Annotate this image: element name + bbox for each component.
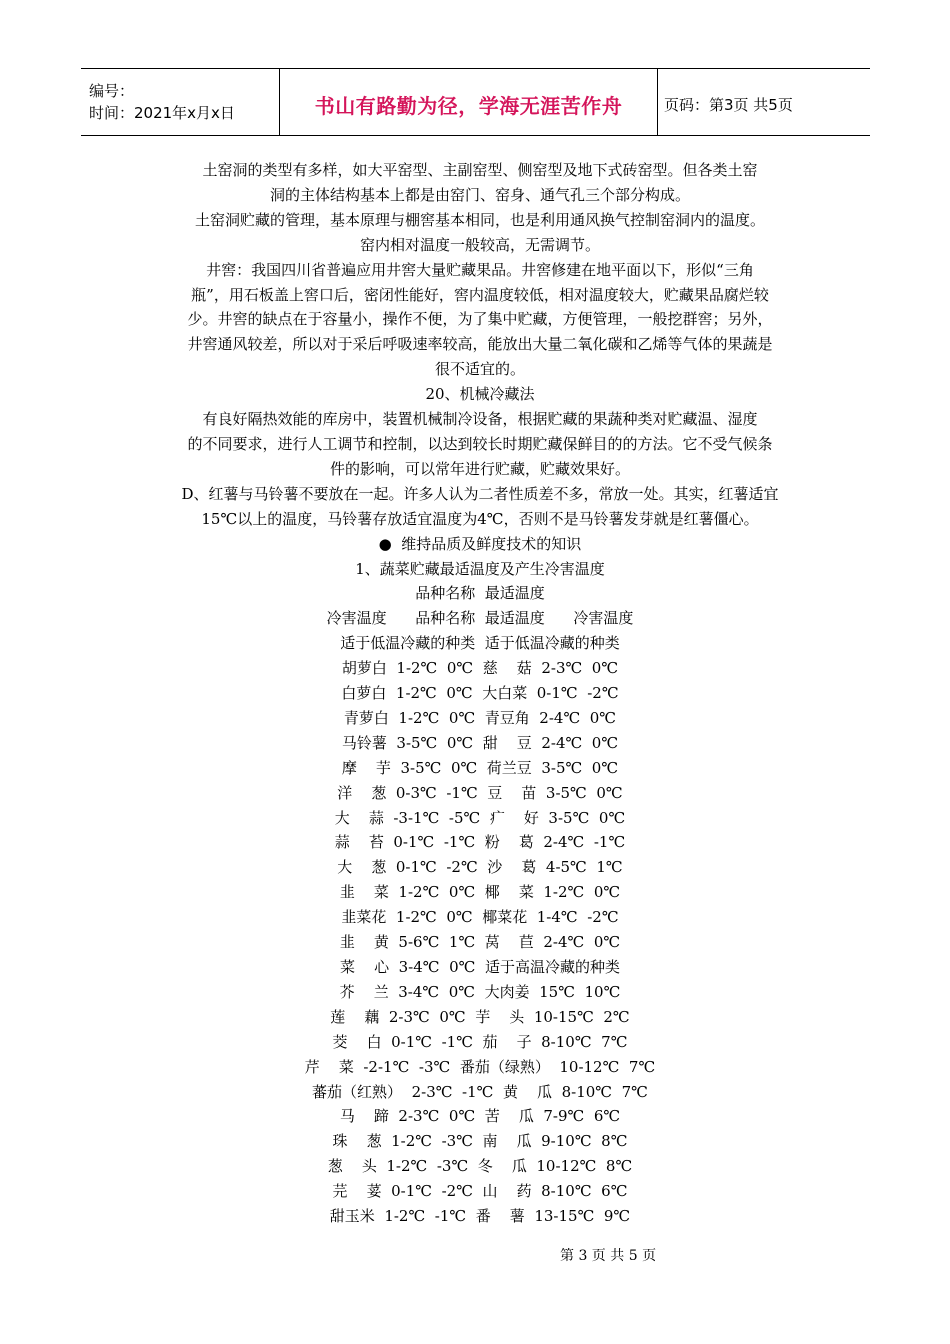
body-line: 韭 菜 1-2℃ 0℃ 椰 菜 1-2℃ 0℃ [339,883,621,902]
body-line: 有良好隔热效能的库房中，装置机械制冷设备，根据贮藏的果蔬种类对贮藏温、湿度 [202,410,758,429]
body-line: 冷害温度 品种名称 最适温度 冷害温度 [326,609,634,628]
body-line: 白萝白 1-2℃ 0℃ 大白菜 0-1℃ -2℃ [341,684,619,703]
header-meta [81,69,280,135]
body-line: 20、机械冷藏法 [425,385,535,404]
body-line: 的不同要求，进行人工调节和控制，以达到较长时期贮藏保鲜目的的方法。它不受气候条 [187,434,773,453]
body-line: 甜玉米 1-2℃ -1℃ 番 薯 13-15℃ 9℃ [329,1207,631,1226]
date-label: 时间：2021年x月x日 [89,104,235,122]
body-line: 蒜 苔 0-1℃ -1℃ 粉 葛 2-4℃ -1℃ [334,833,626,852]
body-line: 井窖通风较差，所以对于采后呼吸速率较高，能放出大量二氧化碳和乙烯等气体的果蔬是 [187,335,773,354]
body-line: 芥 兰 3-4℃ 0℃ 大肉姜 15℃ 10℃ [339,982,621,1001]
document-body [140,158,820,1229]
body-line: 葱 头 1-2℃ -3℃ 冬 瓜 10-12℃ 8℃ [327,1157,633,1176]
header-motto-cell [280,69,658,135]
body-line: 胡萝白 1-2℃ 0℃ 慈 菇 2-3℃ 0℃ [341,659,619,678]
body-line: 少。井窖的缺点在于容量小，操作不便，为了集中贮藏，方便管理，一般挖群窖；另外， [187,310,773,329]
body-line: 1、蔬菜贮藏最适温度及产生冷害温度 [355,559,605,578]
body-line: 青萝白 1-2℃ 0℃ 青豆角 2-4℃ 0℃ [343,708,617,727]
body-line: 马 蹄 2-3℃ 0℃ 苦 瓜 7-9℃ 6℃ [339,1107,621,1126]
page-footer: 第 3 页 共 5 页 [560,1248,657,1264]
body-line: 瓶”，用石板盖上窖口后，密闭性能好，窖内温度较低，相对温度较大，贮藏果品腐烂较 [191,285,769,304]
body-line: 大 葱 0-1℃ -2℃ 沙 葛 4-5℃ 1℃ [337,858,623,877]
body-line: 井窖：我国四川省普遍应用井窖大量贮藏果品。井窖修建在地平面以下，形似“三角 [206,260,754,279]
body-line: 品种名称 最适温度 [415,584,545,603]
body-line: 马铃薯 3-5℃ 0℃ 甜 豆 2-4℃ 0℃ [341,733,619,752]
body-line: 蕃茄（红熟） 2-3℃ -1℃ 黄 瓜 8-10℃ 7℃ [312,1082,648,1101]
body-line: 韭 黄 5-6℃ 1℃ 莴 苣 2-4℃ 0℃ [339,933,621,952]
body-line: 洞的主体结构基本上都是由窑门、窑身、通气孔三个部分构成。 [269,185,690,204]
header-page-cell [658,69,870,135]
page-header [81,68,870,136]
body-line: 土窑洞的类型有多样，如大平窑型、主副窑型、侧窑型及地下式砖窑型。但各类土窑 [202,161,758,179]
page-label: 页码：第3页 共5页 [664,95,793,114]
body-line: 件的影响，可以常年进行贮藏，贮藏效果好。 [329,459,630,478]
body-line: 窑内相对温度一般较高，无需调节。 [359,235,600,254]
body-line: 莲 藕 2-3℃ 0℃ 芋 头 10-15℃ 2℃ [330,1007,630,1026]
body-line: 韭菜花 1-2℃ 0℃ 椰菜花 1-4℃ -2℃ [341,908,619,927]
body-line: 茭 白 0-1℃ -1℃ 茄 子 8-10℃ 7℃ [332,1032,628,1051]
body-line: 菜 心 3-4℃ 0℃ 适于高温冷藏的种类 [340,958,620,976]
number-label: 编号： [89,82,135,100]
body-line: 很不适宜的。 [434,360,525,379]
body-line: 洋 葱 0-3℃ -1℃ 豆 苗 3-5℃ 0℃ [337,783,623,802]
body-line: 土窑洞贮藏的管理，基本原理与棚窖基本相同，也是利用通风换气控制窑洞内的温度。 [194,210,765,229]
body-line: D、红薯与马铃薯不要放在一起。许多人认为二者性质差不多，常放一处。其实，红薯适宜 [181,484,779,503]
body-line: 芹 菜 -2-1℃ -3℃ 番茄（绿熟） 10-12℃ 7℃ [304,1057,656,1076]
body-line: 15℃以上的温度，马铃薯存放适宜温度为4℃，否则不是马铃薯发芽就是红薯僵心。 [201,509,759,528]
body-line: 珠 葱 1-2℃ -3℃ 南 瓜 9-10℃ 8℃ [332,1132,628,1151]
body-line: 大 蒜 -3-1℃ -5℃ 疒 好 3-5℃ 0℃ [334,808,626,827]
body-line: 芫 荽 0-1℃ -2℃ 山 药 8-10℃ 6℃ [332,1182,628,1201]
body-line: 摩 芋 3-5℃ 0℃ 荷兰豆 3-5℃ 0℃ [341,758,619,777]
motto-text: 书山有路勤为径，学海无涯苦作舟 [314,93,623,118]
body-line: 适于低温冷藏的种类 适于低温冷藏的种类 [340,634,620,653]
body-line: ● 维持品质及鲜度技术的知识 [378,534,582,553]
